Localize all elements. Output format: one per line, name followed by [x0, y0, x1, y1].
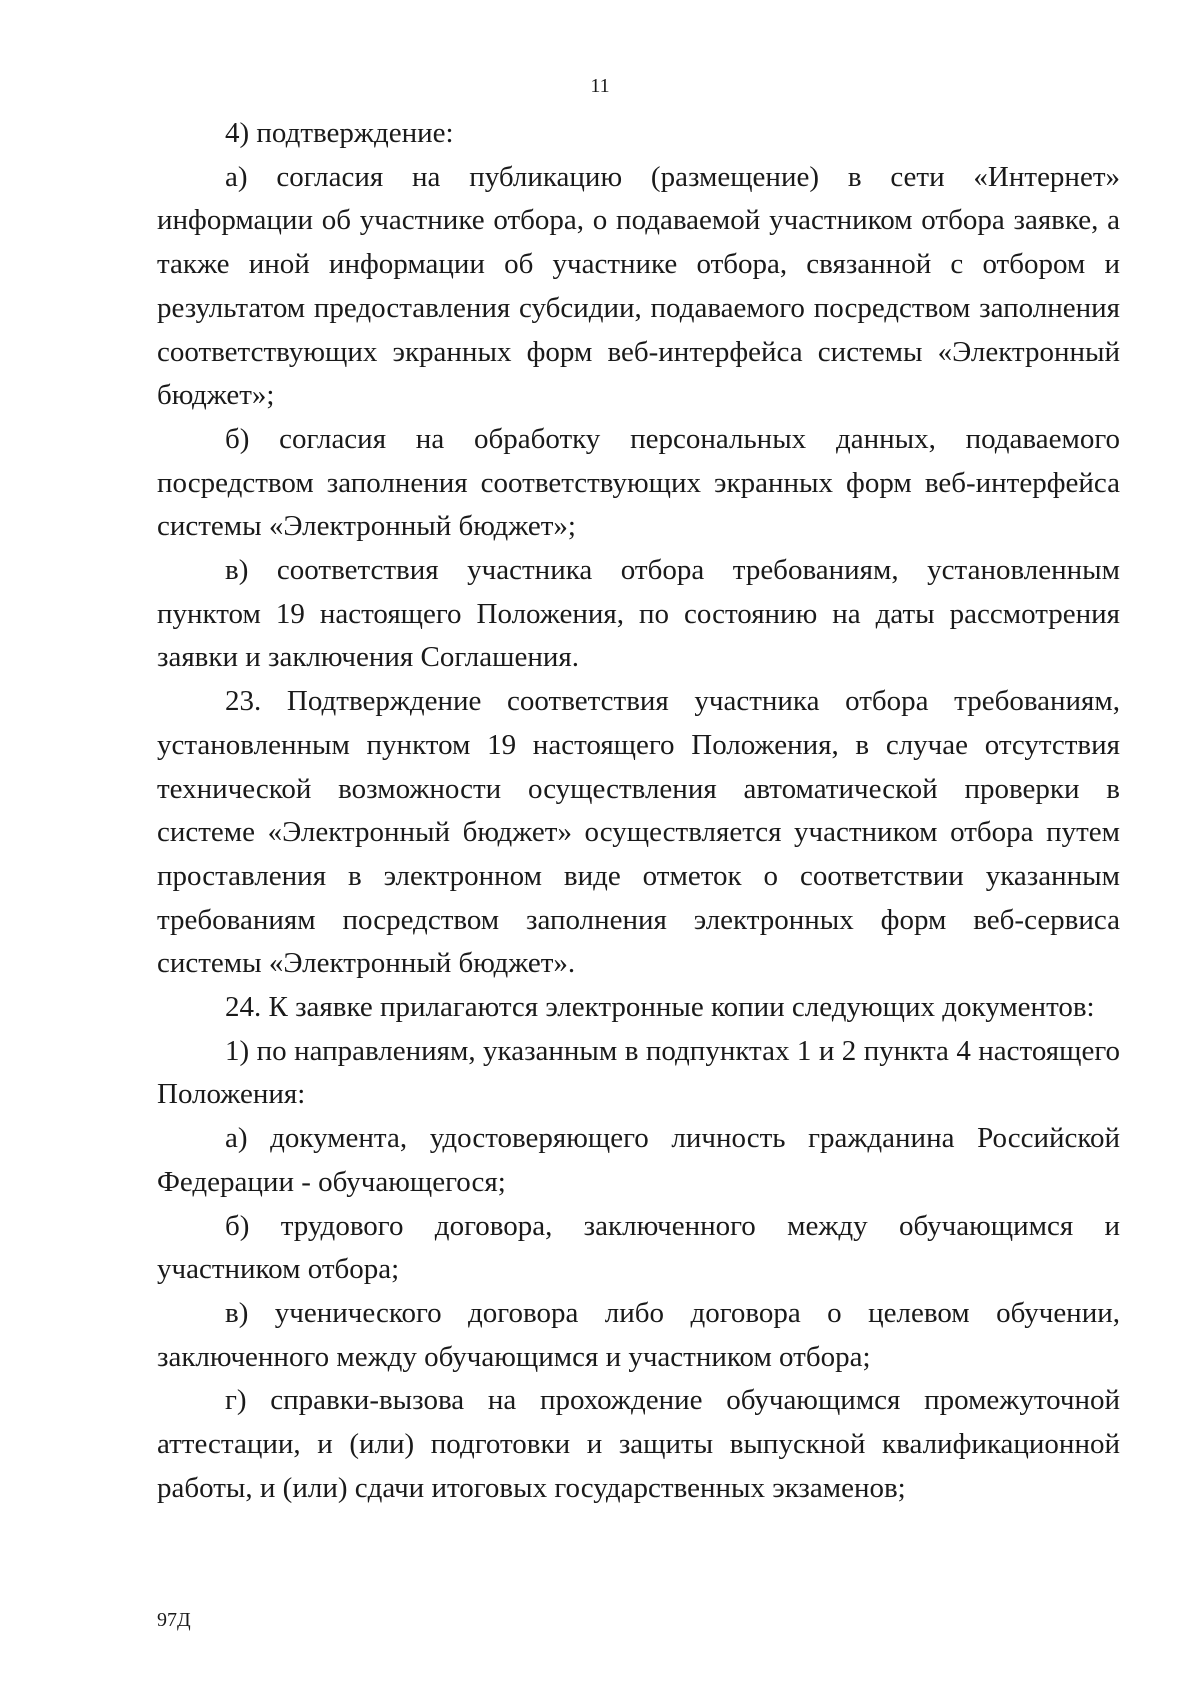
paragraph-apprenticeship-contract: в) ученического договора либо договора о целевом обучении, заключенного между обучающимся и участником отбора; [157, 1296, 1120, 1373]
paragraph-compliance-requirements: в) соответствия участника отбора требованиям, установленным пунктом 19 настоящего Положения, по состоянию на даты рассмотрения заявки и заключения Соглашения. [157, 554, 1120, 674]
paragraph-subitem-1: 1) по направлениям, указанным в подпунктах 1 и 2 пункта 4 настоящего Положения: [157, 1034, 1120, 1111]
footer-document-code: 97Д [157, 1609, 191, 1631]
document-body [157, 112, 1120, 1511]
paragraph-item-24: 24. К заявке прилагаются электронные копии следующих документов: [225, 991, 1095, 1024]
page-number: 11 [590, 75, 610, 97]
paragraph-identity-document: а) документа, удостоверяющего личность гражданина Российской Федерации - обучающегося; [157, 1122, 1120, 1198]
paragraph-employment-contract: б) трудового договора, заключенного между обучающимся и участником отбора; [157, 1209, 1120, 1286]
paragraph-consent-publication: а) согласия на публикацию (размещение) в сети «Интернет» информации об участнике отбора, о подаваемой участником отбора заявке, а также иной информации об участнике отбора, связанной с отбором и результатом предоставления субсидии, подаваемого посредством заполнения соответствующих экранных форм веб-интерфейса системы «Электронный бюджет»; [157, 160, 1120, 412]
paragraph-consent-personal-data: б) согласия на обработку персональных данных, подаваемого посредством заполнения соответствующих экранных форм веб-интерфейса системы «Электронный бюджет»; [157, 422, 1120, 543]
paragraph-confirmation-heading: 4) подтверждение: [225, 117, 454, 149]
paragraph-certificate-call: г) справки-вызова на прохождение обучающимся промежуточной аттестации, и (или) подготовки и защиты выпускной квалификационной работы, и (или) сдачи итоговых государственных экзаменов; [157, 1384, 1120, 1504]
paragraph-item-23: 23. Подтверждение соответствия участника отбора требованиям, установленным пунктом 19 настоящего Положения, в случае отсутствия технической возможности осуществления автоматической проверки в системе «Электронный бюджет» осуществляется участником отбора путем проставления в электронном виде отметок о соответствии указанным требованиям посредством заполнения электронных форм веб-сервиса системы «Электронный бюджет». [157, 685, 1120, 980]
